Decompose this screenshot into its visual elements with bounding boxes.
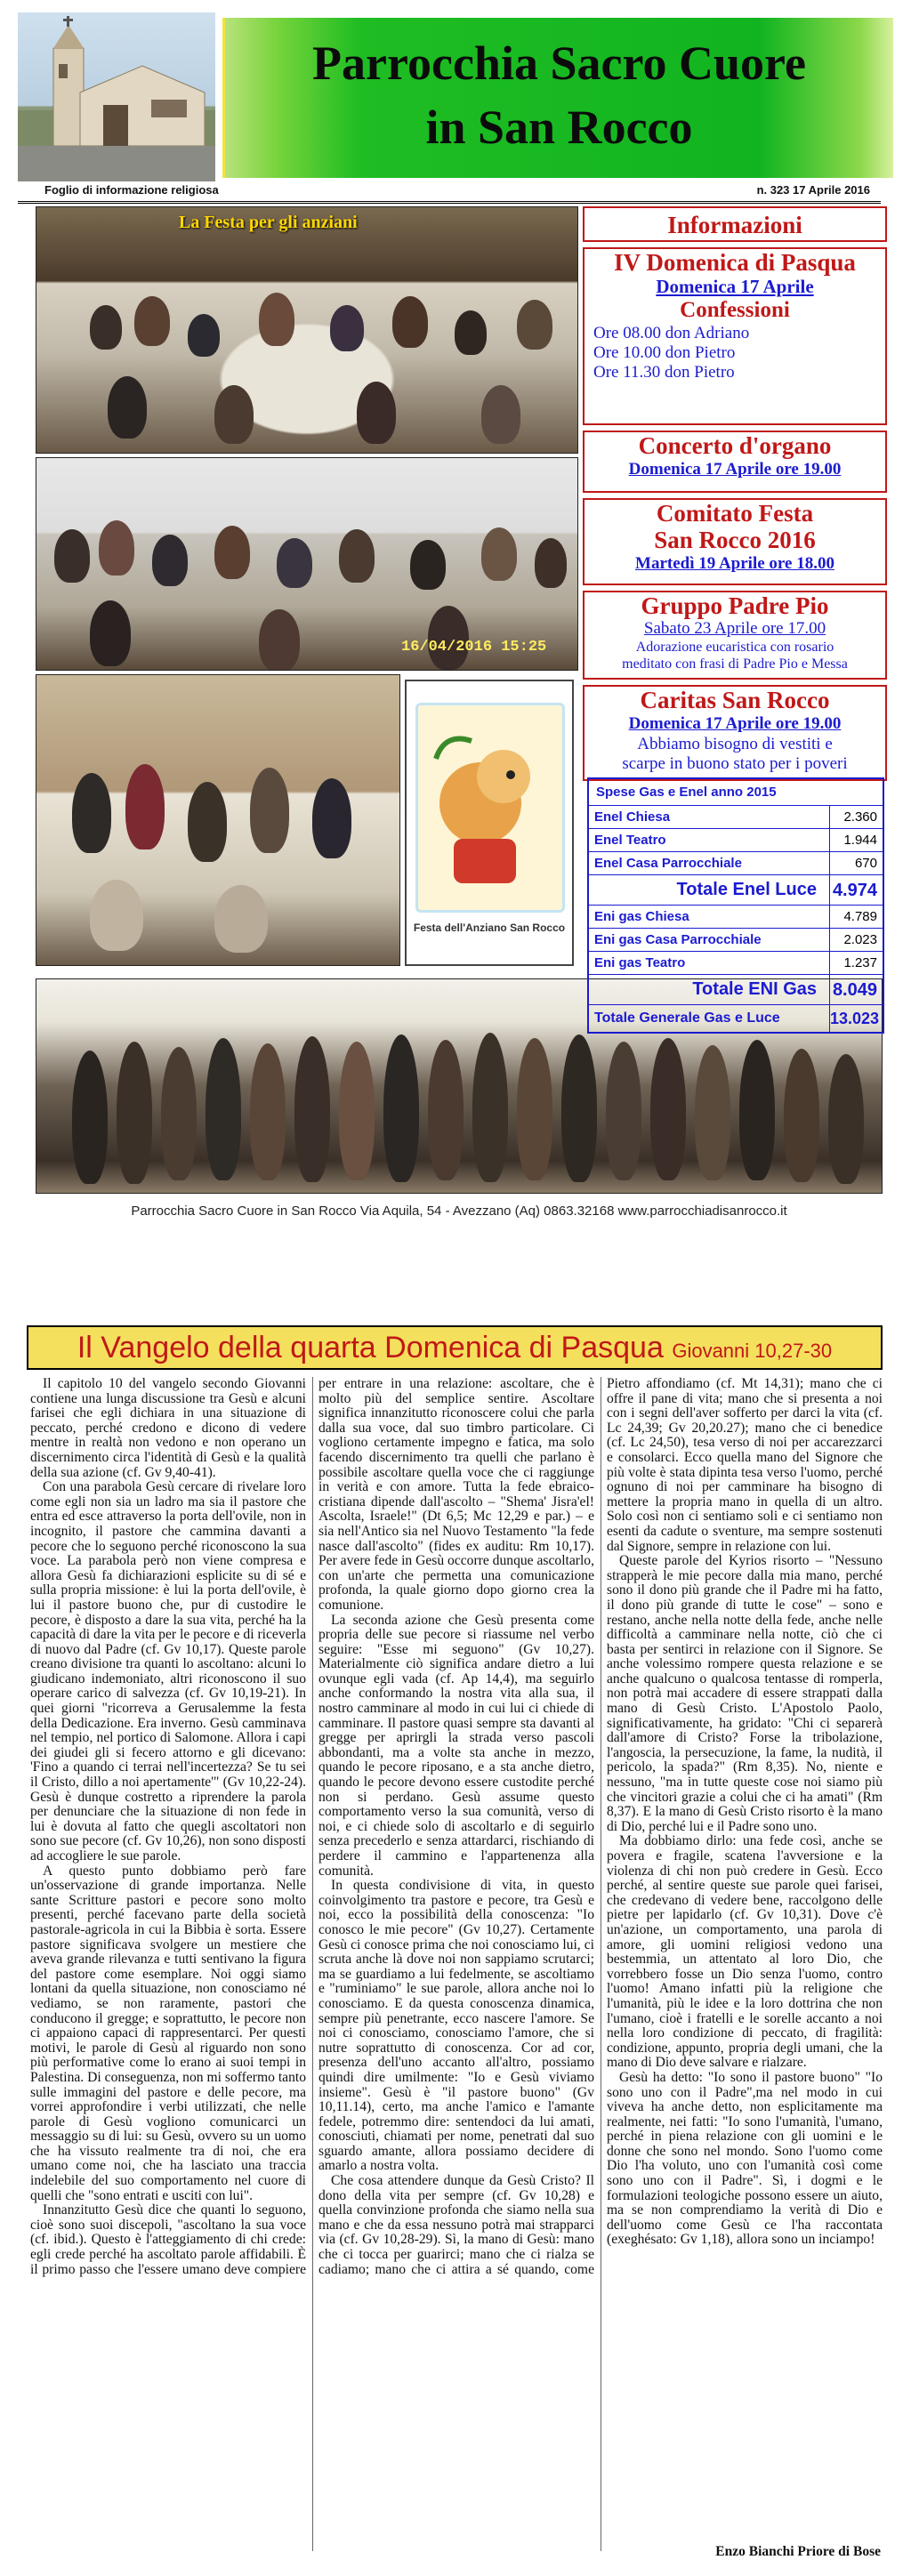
padre-pio-note-2: meditato con frasi di Padre Pio e Messa [622,656,848,672]
row-label: Totale Generale Gas e Luce [594,1010,780,1026]
concert-title: Concerto d'organo [638,432,832,459]
caritas-title: Caritas San Rocco [640,687,830,713]
parish-contact-line: Parrocchia Sacro Cuore in San Rocco Via Aquila, 54 - Avezzano (Aq) 0863.32168 www.parrocchiadisanrocco.it [36,1197,883,1224]
confession-time-2: Ore 10.00 don Pietro [593,343,736,362]
divider [18,201,881,204]
confession-time-1: Ore 08.00 don Adriano [593,324,750,342]
info-box-concert [583,431,887,493]
gospel-reference: Giovanni 10,27-30 [672,1340,833,1362]
table-row [589,806,883,829]
expenses-table [587,777,884,1034]
issue-number-date: n. 323 17 Aprile 2016 [756,183,870,197]
info-box-padre-pio [583,591,887,680]
photo-guests-at-tables [36,457,578,671]
masthead-title-box [222,18,893,178]
paragraph: La seconda azione che Gesù presenta come propria delle sue pecore si riassume nel verbo seguire: "Esse mi seguono" (Gv 10,27). Materialmente ciò significa andare dietro a lui ovunque egli vada (cf. Ap 14,4), ma seguirlo anche conformando la nostra vita alla sua, il nostro camminare al modo in cui lui ci chiede di camminare. Il pastore quasi sempre sta davanti al gregge per aprirgli la strada verso pascoli abbondanti, ma a volte sta anche in mezzo, quando le pecore riposano, e a sta anche dietro, quando le pecore devono essere custodite perché non si perdano. Gesù assume questo comportamento verso la sua comunità, verso di noi, e ci chiede solo di ascoltarlo e di seguirlo senza precederlo e senza attardarci, rischiando di perdere il cammino e l'appartenenza alla comunità. [318,1612,594,1879]
easter-title: IV Domenica di Pasqua [614,249,856,276]
table-row [589,852,883,875]
concert-date: Domenica 17 Aprile ore 19.00 [628,460,842,479]
row-label: Eni gas Chiesa [594,909,689,924]
paragraph: Gesù ha detto: "Io sono il pastore buono" "Io sono uno con il Padre",ma nel modo in cui viveva ha anche detto, non esplicitamente ma realmente, nei fatti: "Io sono l'umanità, l'umano, perché in piena relazione con gli uomini e le donne che sono nel mondo. Sono l'uomo come Dio l'ha voluto, uno con l'umanità così come sono uno con il Padre". Sì, i dogmi e le formulazioni teologiche possono essere un aiuto, ma se non comprendiamo la verità di Dio e dell'uomo come Gesù ce l'ha raccontata (exeghésato: Gv 1,18), allora sono un inciampo! [607,2069,883,2248]
paragraph: Innanzitutto Gesù dice che quanti lo seguono, cioè sono suoi discepoli, "ascoltano la sua voce (cf. ibid.). Questo è l'atteggiamento di chi crede: egli crede perché ha ascoltato parole affidabili. È il primo passo che l'essere umano deve compiere per entrare in una relazione: ascoltare, che è molto più del semplice sentire. Ascoltare significa innanzitutto riconoscere colui che parla dalla sua voce, dal suo timbro particolare. Ci vogliono certamente impegno e fatica, ma solo facendo discernimento tra quelli che parlano è possibile ascoltare quella voce che ci raggiunge in verità e con amore. Tutta la fede ebraico-cristiana dipende dall'ascolto – "Shema' Jisra'el! Ascolta, Israele!" (Dt 6,5; Mc 12,29 e par.) – e sia nell'Antico sia nel Nuovo Testamento "la fede nasce dall'ascolto" (fides ex auditu: Rm 10,17). Per avere fede in Gesù occorre dunque ascoltarlo, con un'arte che permetta una comunicazione profonda, la quale giorno dopo giorno crea la comunione. [30,1376,595,2277]
paragraph: Con una parabola Gesù cercare di rivelare loro come egli non sia un ladro ma sia il pastore che entra ed esce attraverso la porta dell'ovile, non in incognito, il pastore che cammina davanti a pecore che lo seguono perché riconoscono la sua voce. La parabola però non viene compresa e allora Gesù fa dichiarazioni esplicite su di sé e sulla propria missione: è lui la porta dell'ovile, è lui il pastore buono che, pur di custodire le pecore, è disposto a dare la sua vita, perché ha la capacità di dare la vita per le pecore e di riceverla di nuovo dal Padre (cf. Gv 10,17). Queste parole creano divisione tra quanti lo ascoltano: alcuni lo giudicano indemoniato, altri riconoscono il suo operare carico di salvezza (cf. Gv 10,19-21). In quei giorni "ricorreva a Gerusalemme la festa della Dedicazione. Era inverno. Gesù camminava nel tempio, nel portico di Salomone. Allora i capi dei giudei gli si fecero attorno e gli dicevano: 'Fino a quando ci terrai nell'incertezza? Se tu sei il Cristo, dillo a noi apertamente'" (Gv 10,22-24). Gesù è dunque costretto a riprendere la parola per denunciare che la situazione di non fede in lui è dovuta al fatto che quegli ascoltatori non sono sue pecore (cf. Gv 10,26), non sono disposti ad accogliere le sue parole. [30,1479,306,1864]
info-heading-box [583,206,887,242]
paragraph: In questa condivisione di vita, in questo coinvolgimento tra pastore e pecore, tra Gesù e noi, ecco la possibilità della conoscenza: "Io conosco le mie pecore" (Gv 10,27). Certamente Gesù ci conosce prima che noi conosciamo lui, ci scruta anche là dove noi non sappiamo scrutarci; ma se guardiamo a lui fedelmente, se ascoltiamo e "ruminiamo" le sue parole, allora anche noi lo conosciamo. E da questa conoscenza dinamica, sempre più penetrante, ecco nascere l'amore. Se noi ci conosciamo, conosciamo l'amore, che si nutre soprattutto di conoscenza. Cor ad cor, presenza dell'uno accanto all'altro, possiamo quindi dire umilmente: "Io e Gesù viviamo insieme". Gesù è "il pastore buono" (Gv 10,11.14), certo, ma anche l'amico e l'amante fedele, potremmo dire: sentendoci da lui amati, conosciuti, chiamati per nome, penetrati dal suo sguardo amante, allora possiamo decidere di amarlo a nostra volta. [318,1878,594,2174]
gospel-title: Il Vangelo della quarta Domenica di Pasqua [77,1331,673,1364]
row-value: 4.789 [829,906,883,928]
cake-decoration [415,703,565,913]
paragraph: Il capitolo 10 del vangelo secondo Giovanni contiene una lunga discussione tra Gesù e alcuni farisei che egli dichiara in una situazione di peccato, perché credono e dicono di vedere mentre in realtà non vedono e non operano un discernimento circa l'identità di Gesù e la qualità della sua azione (cf. Gv 9,40-41). [30,1376,306,1480]
info-box-committee [583,498,887,585]
row-label: Enel Chiesa [594,809,671,825]
table-row [589,952,883,975]
caritas-note-2: scarpe in buono stato per i poveri [622,754,848,773]
row-value: 2.023 [829,929,883,951]
photo-celebration-cake [405,680,574,966]
photo-dancing [36,674,400,966]
confessions-title: Confessioni [680,298,790,322]
padre-pio-note-1: Adorazione eucaristica con rosario [635,640,834,655]
row-label: Enel Teatro [594,833,666,848]
info-box-caritas [583,685,887,781]
gospel-commentary [30,1377,883,2551]
cake-text: Festa dell'Anziano San Rocco [413,922,566,934]
row-label: Totale ENI Gas [692,979,817,999]
row-label: Enel Casa Parrocchiale [594,856,742,871]
paragraph: Che cosa attendere dunque da Gesù Cristo? Il dono della vita per sempre (cf. Gv 10,28) e quella convinzione profonda che siamo nella sua mano e che da essa nessuno potrà mai strapparci via (cf. Gv 10,28-29). Sì, la mano di Gesù: mano che ci tocca per guarirci; mano che ci rialza se cadiamo; mano che ci attira a sé quando, come Pietro affondiamo (cf. Mt 14,31); mano che ci offre il pane di vita; mano che si presenta a noi con i segni dell'aver sofferto per darci la vita (cf. Lc 24,39; Gv 20,20.27); mano che ci benedice (cf. Lc 24,50), tesa verso di noi per accarezzarci e consolarci. Ecco quella mano del Signore che più volte è stata dipinta tesa verso l'uomo, perché ognuno di noi per camminare ha bisogno di mettere la propria mano in quella di un altro. Solo così non ci sentiamo soli e ci sentiamo non esenti da cadute o sventure, ma sempre sostenuti dal Signore, sempre in relazione con lui. [318,1376,883,2277]
total-row-gas [589,975,883,1005]
row-value: 1.237 [829,952,883,974]
church-photo [18,12,215,181]
confession-time-3: Ore 11.30 don Pietro [593,363,735,382]
table-row [589,829,883,852]
row-value: 1.944 [829,829,883,851]
paragraph: A questo punto dobbiamo però fare un'osservazione di grande importanza. Nelle sante Scritture pastori e pecore sono molto presenti, perché facevano parte della società pastorale-agricola in cui la Bibbia è sorta. Essere pastore significava svolgere un mestiere che aveva grande rilevanza e tutti sentivano la figura del pastore come esemplare. Noi oggi siamo lontani da quella situazione, non conosciamo né vediamo, se non raramente, pastori che conducono il gregge; e soprattutto, le pecore non ci appaiono capaci di rappresentarci. Per questi motivi, le parole di Gesù al riguardo non sono più performative come lo erano ai suoi tempi in Palestina. Di conseguenza, non mi soffermo tanto sulle immagini del pastore e delle pecore, ma vorrei approfondire i verbi utilizzati, che nelle parole di Gesù vogliono comunicarci un messaggio su di lui: su Gesù, ovvero su un uomo che ha vissuto realmente tra di noi, che era umano come noi, che ha lasciato una traccia indelebile del suo comportamento nel cuore di quelli che "sono entrati e usciti con lui". [30,1863,306,2203]
masthead-title-line2: in San Rocco [425,101,693,154]
paragraph: Queste parole del Kyrios risorto – "Nessuno strapperà le mie pecore dalla mia mano, perché sono il dono più grande che il Padre mi ha fatto, il dono più grande di tutte le cose" – sono e restano, anche nella notte della fede, anche nelle difficoltà a camminare nella notte, ciò che ci basta per sentirci in relazione con il Signore. Se anche volessimo rompere questa relazione e se anche qualcuno o qualcosa tentasse di romperla, non potrà mai accadere di essere strappati dalla mano di Gesù Cristo. L'Apostolo Paolo, significativamente, ha gridato: "Chi ci separerà dall'amore di Cristo? Forse la tribolazione, l'angoscia, la persecuzione, la fame, la nudità, il pericolo, la spada?" (Rm 8,35). No, niente e nessuno, "ma in tutte queste cose noi siamo più che vincitori grazie a colui che ci ha amati" (Rm 8,37). E la mano di Gesù Cristo risorto è la mano di Dio, perché lui e il Padre sono uno. [607,1553,883,1834]
caritas-date: Domenica 17 Aprile ore 19.00 [628,714,842,733]
easter-date: Domenica 17 Aprile [656,276,814,297]
padre-pio-title: Gruppo Padre Pio [641,592,829,619]
row-value: 8.049 [829,975,883,1004]
row-label: Totale Enel Luce [676,880,817,899]
row-value: 2.360 [829,806,883,828]
info-heading: Informazioni [667,212,802,238]
photo-caption: La Festa per gli anziani [179,213,358,232]
committee-title-2: San Rocco 2016 [654,527,816,553]
expenses-title: Spese Gas e Enel anno 2015 [589,779,883,806]
photo-timestamp: 16/04/2016 15:25 [401,639,547,656]
padre-pio-date: Sabato 23 Aprile ore 17.00 [643,619,826,638]
info-box-easter [583,247,887,425]
paragraph: Ma dobbiamo dirlo: una fede così, anche se povera e fragile, scatena l'avversione e la violenza di chi non può credere in Gesù. Ecco perché, al sentire queste sue parole quei farisei, che credevano di vedere bene, raccolgono delle pietre per lapidarlo (cf. Gv 10,31). Dove c'è un'azione, un comportamento, una parola di amore, gli uomini religiosi vedono una bestemmia, un attentato al loro Dio, che vorrebbero fosse un Dio senza l'uomo, contro l'uomo! Amano infatti più la religione che l'umanità, più le idee e la loro dottrina che non l'umano, cioè i fratelli e le sorelle accanto a noi nella loro condizione di peccato, di fragilità: condizione, appunto, propria degli umani, che la mano di Dio deve salvare e rialzare. [607,1833,883,2071]
caritas-note-1: Abbiamo bisogno di vestiti e [637,735,833,753]
row-value: 4.974 [829,875,883,905]
grand-total-row [589,1005,883,1032]
masthead [12,12,899,187]
table-row [589,906,883,929]
subheader [18,178,879,201]
row-value: 13.023 [829,1005,883,1032]
masthead-title-line1: Parrocchia Sacro Cuore [312,36,806,90]
committee-date: Martedì 19 Aprile ore 18.00 [635,554,834,573]
row-label: Eni gas Casa Parrocchiale [594,932,762,947]
row-label: Eni gas Teatro [594,955,686,970]
newsletter-subtitle: Foglio di informazione religiosa [44,183,219,197]
row-value: 670 [829,852,883,874]
committee-title-1: Comitato Festa [656,500,814,527]
gospel-banner [27,1325,883,1370]
photo-party-hall [36,206,578,454]
total-row-electricity [589,875,883,906]
table-row [589,929,883,952]
article-author: Enzo Bianchi Priore di Bose [715,2544,881,2559]
